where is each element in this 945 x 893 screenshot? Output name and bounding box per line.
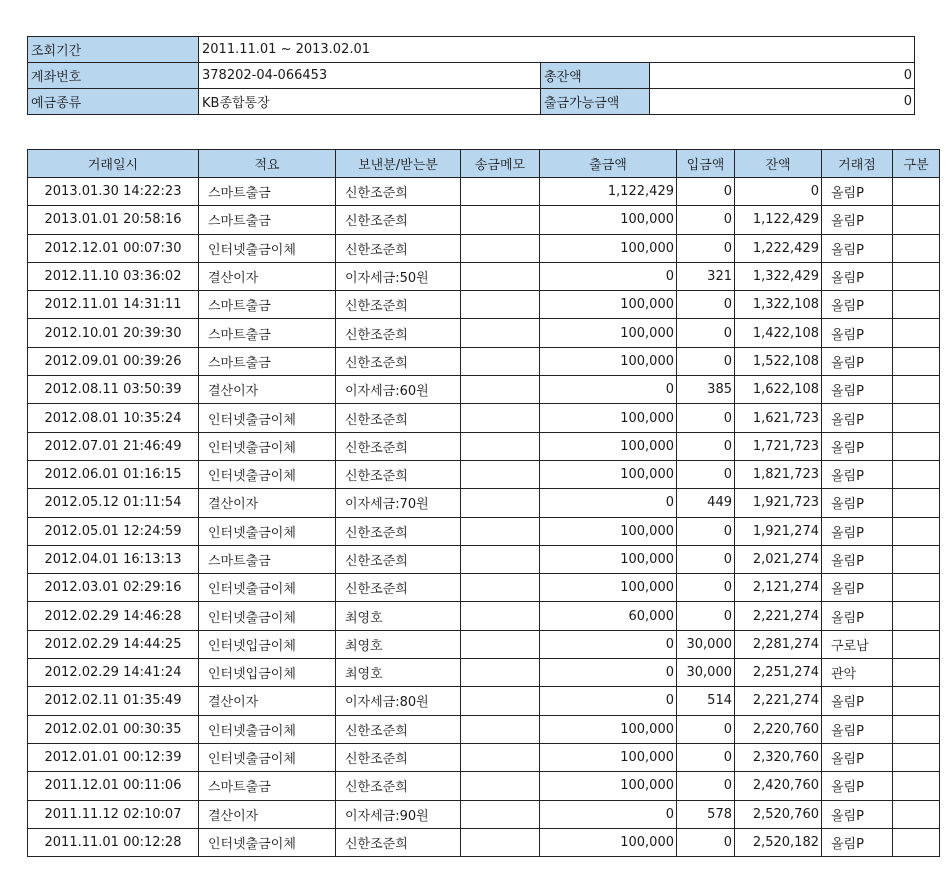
cell-counterparty: 신한조준희	[336, 319, 461, 347]
cell-summary: 결산이자	[199, 376, 336, 404]
cell-memo	[461, 517, 540, 545]
cell-memo	[461, 262, 540, 290]
cell-datetime: 2012.11.01 14:31:11	[28, 291, 199, 319]
cell-memo	[461, 800, 540, 828]
cell-summary: 결산이자	[199, 687, 336, 715]
cell-summary: 인터넷입금이체	[199, 630, 336, 658]
table-row	[28, 206, 940, 234]
cell-datetime: 2012.11.10 03:36:02	[28, 262, 199, 290]
table-row	[28, 347, 940, 375]
cell-memo	[461, 772, 540, 800]
cell-datetime: 2012.08.01 10:35:24	[28, 404, 199, 432]
table-row	[28, 545, 940, 573]
cell-datetime: 2012.09.01 00:39:26	[28, 347, 199, 375]
cell-summary: 스마트출금	[199, 206, 336, 234]
table-row	[28, 517, 940, 545]
cell-deposit: 0	[677, 432, 735, 460]
cell-branch: 관악	[822, 659, 893, 687]
cell-balance: 1,422,108	[735, 319, 822, 347]
cell-withdrawal: 60,000	[540, 602, 677, 630]
cell-branch: 올림P	[822, 800, 893, 828]
header-branch: 거래점	[822, 150, 893, 178]
cell-datetime: 2012.08.11 03:50:39	[28, 376, 199, 404]
cell-counterparty: 신한조준희	[336, 545, 461, 573]
cell-counterparty: 신한조준희	[336, 460, 461, 488]
cell-balance: 2,320,760	[735, 743, 822, 771]
table-row	[28, 800, 940, 828]
header-balance: 잔액	[735, 150, 822, 178]
cell-summary: 스마트출금	[199, 178, 336, 206]
cell-withdrawal: 100,000	[540, 772, 677, 800]
info-row-account	[28, 63, 915, 89]
total-balance-label: 총잔액	[541, 63, 650, 89]
header-memo: 송금메모	[461, 150, 540, 178]
cell-withdrawal: 100,000	[540, 743, 677, 771]
withdrawable-amount-value: 0	[650, 89, 915, 115]
cell-counterparty: 신한조준희	[336, 715, 461, 743]
cell-balance: 1,222,429	[735, 234, 822, 262]
header-summary: 적요	[199, 150, 336, 178]
cell-counterparty: 신한조준희	[336, 517, 461, 545]
cell-branch: 올림P	[822, 376, 893, 404]
cell-deposit: 449	[677, 489, 735, 517]
cell-deposit: 0	[677, 545, 735, 573]
cell-counterparty: 신한조준희	[336, 347, 461, 375]
cell-summary: 인터넷출금이체	[199, 517, 336, 545]
transaction-header-row	[28, 150, 940, 178]
cell-counterparty: 신한조준희	[336, 828, 461, 856]
header-counterparty: 보낸분/받는분	[336, 150, 461, 178]
transaction-table	[27, 149, 940, 857]
table-row	[28, 404, 940, 432]
table-row	[28, 489, 940, 517]
cell-category	[893, 630, 940, 658]
cell-balance: 2,121,274	[735, 574, 822, 602]
cell-deposit: 0	[677, 743, 735, 771]
cell-category	[893, 743, 940, 771]
cell-counterparty: 최영호	[336, 659, 461, 687]
table-row	[28, 376, 940, 404]
cell-branch: 올림P	[822, 319, 893, 347]
cell-branch: 올림P	[822, 545, 893, 573]
table-row	[28, 262, 940, 290]
cell-counterparty: 신한조준희	[336, 178, 461, 206]
cell-memo	[461, 432, 540, 460]
cell-deposit: 0	[677, 291, 735, 319]
cell-category	[893, 178, 940, 206]
cell-withdrawal: 100,000	[540, 206, 677, 234]
cell-summary: 인터넷출금이체	[199, 460, 336, 488]
cell-balance: 1,122,429	[735, 206, 822, 234]
cell-withdrawal: 100,000	[540, 715, 677, 743]
cell-branch: 올림P	[822, 262, 893, 290]
cell-category	[893, 687, 940, 715]
cell-withdrawal: 100,000	[540, 828, 677, 856]
cell-branch: 올림P	[822, 743, 893, 771]
cell-branch: 올림P	[822, 772, 893, 800]
cell-deposit: 0	[677, 319, 735, 347]
cell-datetime: 2013.01.30 14:22:23	[28, 178, 199, 206]
cell-balance: 1,322,108	[735, 291, 822, 319]
cell-counterparty: 최영호	[336, 630, 461, 658]
cell-memo	[461, 828, 540, 856]
cell-category	[893, 489, 940, 517]
account-number-value: 378202-04-066453	[199, 63, 541, 89]
period-label: 조회기간	[28, 37, 199, 63]
withdrawable-amount-label: 출금가능금액	[541, 89, 650, 115]
cell-counterparty: 이자세금:70원	[336, 489, 461, 517]
cell-deposit: 0	[677, 347, 735, 375]
cell-summary: 인터넷출금이체	[199, 715, 336, 743]
cell-branch: 올림P	[822, 460, 893, 488]
cell-balance: 1,921,274	[735, 517, 822, 545]
cell-withdrawal: 100,000	[540, 432, 677, 460]
cell-withdrawal: 0	[540, 687, 677, 715]
cell-counterparty: 신한조준희	[336, 404, 461, 432]
cell-deposit: 30,000	[677, 630, 735, 658]
cell-category	[893, 291, 940, 319]
cell-deposit: 385	[677, 376, 735, 404]
cell-category	[893, 262, 940, 290]
cell-counterparty: 신한조준희	[336, 291, 461, 319]
cell-balance: 2,520,760	[735, 800, 822, 828]
cell-balance: 1,622,108	[735, 376, 822, 404]
cell-counterparty: 신한조준희	[336, 743, 461, 771]
cell-branch: 올림P	[822, 489, 893, 517]
cell-balance: 2,520,182	[735, 828, 822, 856]
cell-datetime: 2012.01.01 00:12:39	[28, 743, 199, 771]
cell-category	[893, 319, 940, 347]
cell-counterparty: 신한조준희	[336, 234, 461, 262]
table-row	[28, 772, 940, 800]
table-row	[28, 234, 940, 262]
cell-deposit: 0	[677, 178, 735, 206]
cell-branch: 구로남	[822, 630, 893, 658]
table-row	[28, 319, 940, 347]
cell-memo	[461, 715, 540, 743]
deposit-type-value: KB종합통장	[199, 89, 541, 115]
cell-datetime: 2013.01.01 20:58:16	[28, 206, 199, 234]
cell-datetime: 2012.12.01 00:07:30	[28, 234, 199, 262]
cell-category	[893, 602, 940, 630]
cell-memo	[461, 460, 540, 488]
cell-datetime: 2011.12.01 00:11:06	[28, 772, 199, 800]
cell-summary: 인터넷출금이체	[199, 574, 336, 602]
cell-balance: 2,420,760	[735, 772, 822, 800]
cell-branch: 올림P	[822, 517, 893, 545]
cell-deposit: 321	[677, 262, 735, 290]
table-row	[28, 460, 940, 488]
cell-withdrawal: 100,000	[540, 347, 677, 375]
table-row	[28, 715, 940, 743]
cell-counterparty: 이자세금:90원	[336, 800, 461, 828]
cell-branch: 올림P	[822, 178, 893, 206]
cell-counterparty: 이자세금:50원	[336, 262, 461, 290]
cell-datetime: 2012.06.01 01:16:15	[28, 460, 199, 488]
cell-memo	[461, 659, 540, 687]
cell-deposit: 0	[677, 460, 735, 488]
cell-category	[893, 828, 940, 856]
cell-balance: 1,322,429	[735, 262, 822, 290]
cell-summary: 결산이자	[199, 489, 336, 517]
cell-deposit: 0	[677, 715, 735, 743]
cell-withdrawal: 0	[540, 659, 677, 687]
cell-summary: 스마트출금	[199, 347, 336, 375]
cell-deposit: 30,000	[677, 659, 735, 687]
cell-category	[893, 545, 940, 573]
cell-counterparty: 이자세금:80원	[336, 687, 461, 715]
cell-memo	[461, 404, 540, 432]
cell-branch: 올림P	[822, 602, 893, 630]
cell-withdrawal: 0	[540, 262, 677, 290]
table-row	[28, 659, 940, 687]
table-row	[28, 178, 940, 206]
cell-counterparty: 신한조준희	[336, 432, 461, 460]
cell-datetime: 2012.05.01 12:24:59	[28, 517, 199, 545]
cell-withdrawal: 100,000	[540, 545, 677, 573]
account-info-table	[27, 36, 915, 115]
cell-deposit: 0	[677, 828, 735, 856]
cell-deposit: 514	[677, 687, 735, 715]
cell-category	[893, 517, 940, 545]
cell-withdrawal: 0	[540, 800, 677, 828]
cell-balance: 1,921,723	[735, 489, 822, 517]
cell-datetime: 2011.11.01 00:12:28	[28, 828, 199, 856]
cell-summary: 결산이자	[199, 262, 336, 290]
cell-summary: 인터넷출금이체	[199, 743, 336, 771]
header-category: 구분	[893, 150, 940, 178]
cell-deposit: 578	[677, 800, 735, 828]
cell-withdrawal: 100,000	[540, 404, 677, 432]
cell-balance: 1,821,723	[735, 460, 822, 488]
cell-datetime: 2012.05.12 01:11:54	[28, 489, 199, 517]
cell-counterparty: 최영호	[336, 602, 461, 630]
cell-memo	[461, 574, 540, 602]
header-withdrawal: 출금액	[540, 150, 677, 178]
cell-branch: 올림P	[822, 291, 893, 319]
cell-memo	[461, 743, 540, 771]
cell-withdrawal: 0	[540, 630, 677, 658]
cell-datetime: 2012.02.29 14:44:25	[28, 630, 199, 658]
total-balance-value: 0	[650, 63, 915, 89]
cell-balance: 2,281,274	[735, 630, 822, 658]
cell-deposit: 0	[677, 772, 735, 800]
cell-withdrawal: 100,000	[540, 291, 677, 319]
cell-deposit: 0	[677, 404, 735, 432]
table-row	[28, 687, 940, 715]
cell-category	[893, 206, 940, 234]
cell-category	[893, 772, 940, 800]
cell-balance: 1,621,723	[735, 404, 822, 432]
period-value: 2011.11.01 ~ 2013.02.01	[199, 37, 915, 63]
cell-memo	[461, 545, 540, 573]
cell-memo	[461, 687, 540, 715]
cell-summary: 인터넷출금이체	[199, 432, 336, 460]
cell-withdrawal: 1,122,429	[540, 178, 677, 206]
cell-summary: 인터넷입금이체	[199, 659, 336, 687]
cell-withdrawal: 100,000	[540, 517, 677, 545]
account-number-label: 계좌번호	[28, 63, 199, 89]
cell-withdrawal: 0	[540, 489, 677, 517]
cell-counterparty: 신한조준희	[336, 206, 461, 234]
cell-memo	[461, 630, 540, 658]
cell-memo	[461, 376, 540, 404]
cell-withdrawal: 0	[540, 376, 677, 404]
cell-deposit: 0	[677, 574, 735, 602]
cell-branch: 올림P	[822, 828, 893, 856]
cell-withdrawal: 100,000	[540, 234, 677, 262]
cell-datetime: 2011.11.12 02:10:07	[28, 800, 199, 828]
info-row-period	[28, 37, 915, 63]
cell-datetime: 2012.02.11 01:35:49	[28, 687, 199, 715]
cell-category	[893, 347, 940, 375]
cell-withdrawal: 100,000	[540, 460, 677, 488]
header-datetime: 거래일시	[28, 150, 199, 178]
cell-category	[893, 404, 940, 432]
cell-memo	[461, 319, 540, 347]
cell-summary: 스마트출금	[199, 319, 336, 347]
cell-summary: 인터넷출금이체	[199, 234, 336, 262]
cell-counterparty: 신한조준희	[336, 772, 461, 800]
cell-branch: 올림P	[822, 347, 893, 375]
cell-summary: 인터넷출금이체	[199, 828, 336, 856]
cell-datetime: 2012.04.01 16:13:13	[28, 545, 199, 573]
cell-withdrawal: 100,000	[540, 574, 677, 602]
cell-summary: 스마트출금	[199, 291, 336, 319]
cell-category	[893, 432, 940, 460]
cell-branch: 올림P	[822, 432, 893, 460]
table-row	[28, 630, 940, 658]
cell-counterparty: 신한조준희	[336, 574, 461, 602]
cell-datetime: 2012.02.01 00:30:35	[28, 715, 199, 743]
cell-memo	[461, 602, 540, 630]
cell-branch: 올림P	[822, 206, 893, 234]
cell-branch: 올림P	[822, 234, 893, 262]
cell-balance: 2,220,760	[735, 715, 822, 743]
cell-summary: 스마트출금	[199, 772, 336, 800]
cell-branch: 올림P	[822, 715, 893, 743]
cell-category	[893, 234, 940, 262]
table-row	[28, 432, 940, 460]
cell-category	[893, 574, 940, 602]
table-row	[28, 602, 940, 630]
cell-memo	[461, 347, 540, 375]
cell-datetime: 2012.03.01 02:29:16	[28, 574, 199, 602]
header-deposit: 입금액	[677, 150, 735, 178]
cell-branch: 올림P	[822, 404, 893, 432]
cell-branch: 올림P	[822, 687, 893, 715]
cell-category	[893, 376, 940, 404]
cell-balance: 2,251,274	[735, 659, 822, 687]
cell-datetime: 2012.10.01 20:39:30	[28, 319, 199, 347]
cell-memo	[461, 291, 540, 319]
cell-deposit: 0	[677, 234, 735, 262]
cell-category	[893, 659, 940, 687]
cell-branch: 올림P	[822, 574, 893, 602]
cell-balance: 2,221,274	[735, 687, 822, 715]
cell-category	[893, 715, 940, 743]
cell-summary: 인터넷출금이체	[199, 404, 336, 432]
cell-memo	[461, 234, 540, 262]
cell-deposit: 0	[677, 602, 735, 630]
deposit-type-label: 예금종류	[28, 89, 199, 115]
table-row	[28, 574, 940, 602]
table-row	[28, 828, 940, 856]
cell-summary: 결산이자	[199, 800, 336, 828]
cell-counterparty: 이자세금:60원	[336, 376, 461, 404]
cell-datetime: 2012.02.29 14:46:28	[28, 602, 199, 630]
cell-datetime: 2012.07.01 21:46:49	[28, 432, 199, 460]
cell-summary: 스마트출금	[199, 545, 336, 573]
cell-withdrawal: 100,000	[540, 319, 677, 347]
cell-category	[893, 460, 940, 488]
cell-category	[893, 800, 940, 828]
cell-balance: 2,221,274	[735, 602, 822, 630]
cell-memo	[461, 489, 540, 517]
cell-memo	[461, 206, 540, 234]
cell-datetime: 2012.02.29 14:41:24	[28, 659, 199, 687]
cell-memo	[461, 178, 540, 206]
cell-balance: 0	[735, 178, 822, 206]
cell-balance: 1,522,108	[735, 347, 822, 375]
cell-balance: 2,021,274	[735, 545, 822, 573]
cell-balance: 1,721,723	[735, 432, 822, 460]
table-row	[28, 291, 940, 319]
table-row	[28, 743, 940, 771]
cell-deposit: 0	[677, 517, 735, 545]
cell-summary: 인터넷출금이체	[199, 602, 336, 630]
info-row-deposit-type	[28, 89, 915, 115]
cell-deposit: 0	[677, 206, 735, 234]
